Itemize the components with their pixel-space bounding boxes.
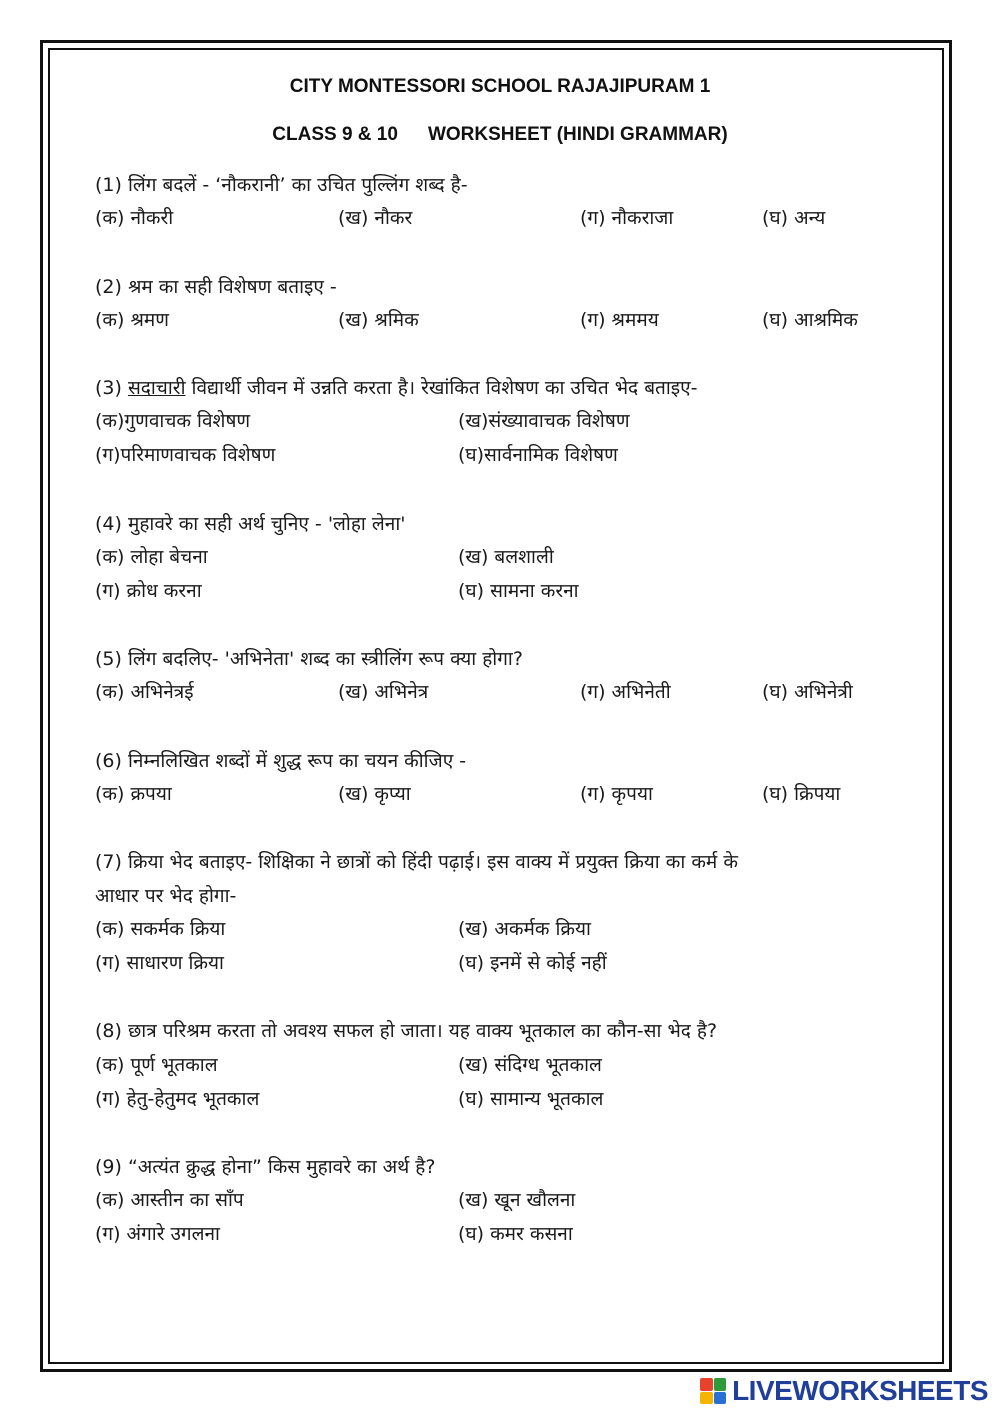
- q6-option-gha[interactable]: (घ) क्रिपया: [762, 783, 841, 805]
- q7-option-kha[interactable]: (ख) अकर्मक क्रिया: [458, 918, 591, 940]
- underlined-word: सदाचारी: [127, 377, 186, 399]
- logo-square-yellow: [700, 1392, 713, 1405]
- q1-option-ka[interactable]: (क) नौकरी: [95, 207, 174, 229]
- q2-option-gha[interactable]: (घ) आश्रमिक: [762, 309, 858, 331]
- school-name: CITY MONTESSORI SCHOOL RAJAJIPURAM 1: [289, 76, 711, 97]
- question-5: (5) लिंग बदलिए- 'अभिनेता' शब्द का स्त्रीलिंग रूप क्या होगा?: [95, 648, 523, 670]
- question-7-line-2: आधार पर भेद होगा-: [95, 885, 237, 907]
- question-3-number: (3): [95, 377, 128, 399]
- q2-option-kha[interactable]: (ख) श्रमिक: [338, 309, 419, 331]
- q8-option-ka[interactable]: (क) पूर्ण भूतकाल: [95, 1054, 218, 1076]
- liveworksheets-logo[interactable]: [700, 1375, 988, 1407]
- q8-option-gha[interactable]: (घ) सामान्य भूतकाल: [458, 1088, 604, 1110]
- q3-option-ka[interactable]: (क)गुणवाचक विशेषण: [95, 410, 251, 432]
- q3-option-kha[interactable]: (ख)संख्यावाचक विशेषण: [458, 410, 630, 432]
- logo-square-red: [700, 1378, 713, 1391]
- q8-option-kha[interactable]: (ख) संदिग्ध भूतकाल: [458, 1054, 602, 1076]
- q3-option-ga[interactable]: (ग)परिमाणवाचक विशेषण: [95, 444, 276, 466]
- worksheet-label: WORKSHEET (HINDI GRAMMAR): [427, 124, 728, 145]
- q9-option-kha[interactable]: (ख) खून खौलना: [458, 1189, 576, 1211]
- q9-option-ga[interactable]: (ग) अंगारे उगलना: [95, 1223, 220, 1245]
- question-3-text: विद्यार्थी जीवन में उन्नति करता है। रेखांकित विशेषण का उचित भेद बताइए-: [185, 377, 698, 399]
- q4-option-kha[interactable]: (ख) बलशाली: [458, 546, 554, 568]
- class-label: CLASS 9 & 10: [272, 124, 398, 145]
- question-7-line-1: (7) क्रिया भेद बताइए- शिक्षिका ने छात्रों को हिंदी पढ़ाई। इस वाक्य में प्रयुक्त क्रिया का कर्म के: [95, 851, 738, 873]
- logo-square-blue: [714, 1392, 727, 1405]
- question-8: (8) छात्र परिश्रम करता तो अवश्य सफल हो जाता। यह वाक्य भूतकाल का कौन-सा भेद है?: [95, 1020, 718, 1042]
- worksheet-title: [0, 124, 1000, 146]
- q6-option-ga[interactable]: (ग) कृपया: [580, 783, 653, 805]
- q8-option-ga[interactable]: (ग) हेतु-हेतुमद भूतकाल: [95, 1088, 260, 1110]
- q5-option-kha[interactable]: (ख) अभिनेत्र: [338, 681, 429, 703]
- question-3: [95, 375, 697, 401]
- q6-option-ka[interactable]: (क) क्रपया: [95, 783, 172, 805]
- q9-option-gha[interactable]: (घ) कमर कसना: [458, 1223, 573, 1245]
- question-1: (1) लिंग बदलें - ‘नौकरानी’ का उचित पुल्लिंग शब्द है-: [95, 174, 468, 196]
- question-9: (9) “अत्यंत क्रुद्ध होना” किस मुहावरे का अर्थ है?: [95, 1156, 436, 1178]
- q4-option-ga[interactable]: (ग) क्रोध करना: [95, 580, 202, 602]
- q7-option-gha[interactable]: (घ) इनमें से कोई नहीं: [458, 952, 607, 974]
- q9-option-ka[interactable]: (क) आस्तीन का साँप: [95, 1189, 244, 1211]
- q1-option-ga[interactable]: (ग) नौकराजा: [580, 207, 674, 229]
- q2-option-ga[interactable]: (ग) श्रममय: [580, 309, 659, 331]
- q4-option-ka[interactable]: (क) लोहा बेचना: [95, 546, 208, 568]
- liveworksheets-logo-text: LIVEWORKSHEETS: [732, 1375, 988, 1406]
- logo-square-green: [714, 1378, 727, 1391]
- q5-option-ga[interactable]: (ग) अभिनेती: [580, 681, 671, 703]
- q3-option-gha[interactable]: (घ)सार्वनामिक विशेषण: [458, 444, 618, 466]
- q7-option-ga[interactable]: (ग) साधारण क्रिया: [95, 952, 224, 974]
- question-2: (2) श्रम का सही विशेषण बताइए -: [95, 276, 337, 298]
- q5-option-ka[interactable]: (क) अभिनेत्रई: [95, 681, 194, 703]
- question-6: (6) निम्नलिखित शब्दों में शुद्ध रूप का चयन कीजिए -: [95, 750, 467, 772]
- q7-option-ka[interactable]: (क) सकर्मक क्रिया: [95, 918, 226, 940]
- q1-option-kha[interactable]: (ख) नौकर: [338, 207, 413, 229]
- q1-option-gha[interactable]: (घ) अन्य: [762, 207, 826, 229]
- q2-option-ka[interactable]: (क) श्रमण: [95, 309, 170, 331]
- liveworksheets-logo-icon: [700, 1378, 726, 1404]
- q4-option-gha[interactable]: (घ) सामना करना: [458, 580, 579, 602]
- question-4: (4) मुहावरे का सही अर्थ चुनिए - 'लोहा लेना': [95, 513, 406, 535]
- q6-option-kha[interactable]: (ख) कृप्या: [338, 783, 411, 805]
- q5-option-gha[interactable]: (घ) अभिनेत्री: [762, 681, 853, 703]
